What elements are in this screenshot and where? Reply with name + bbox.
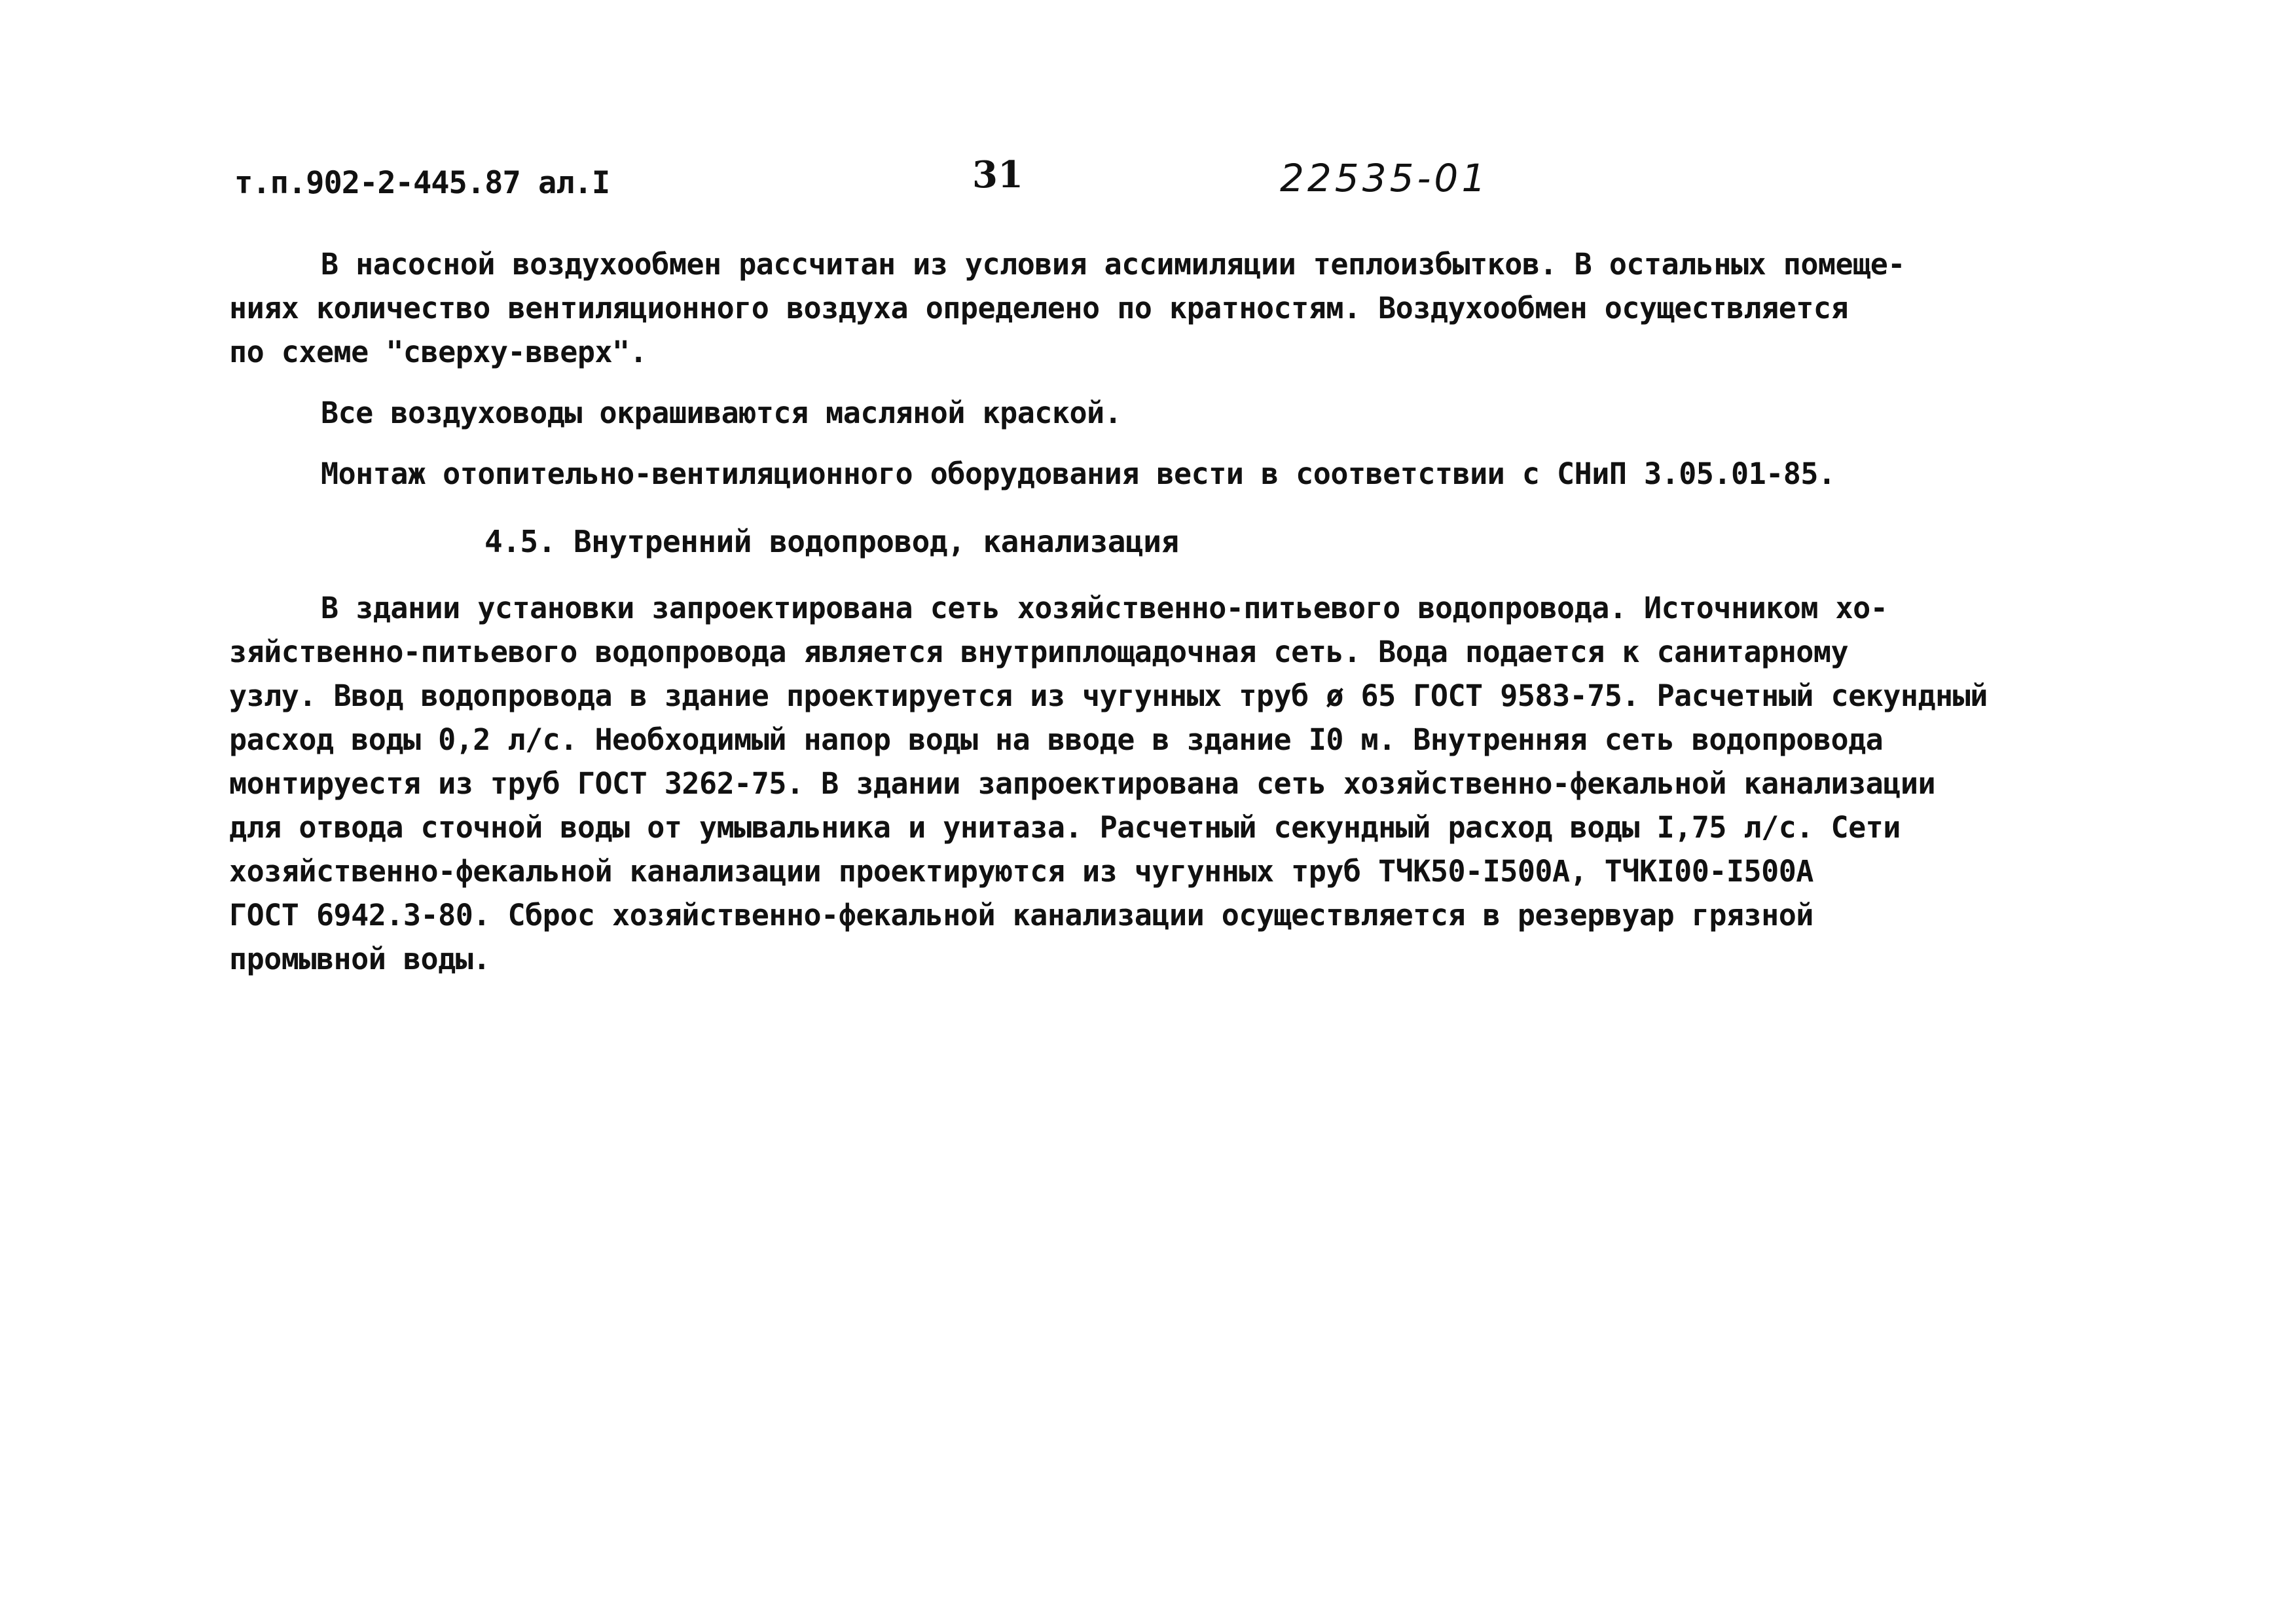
paragraph-line: ГОСТ 6942.3-80. Сброс хозяйственно-фекальной канализации осуществляется в резервуар грязной bbox=[229, 898, 1813, 932]
paragraph-line: В здании установки запроектирована сеть хозяйственно-питьевого водопровода. Источником хо- bbox=[321, 591, 1888, 625]
paragraph-line: расход воды 0,2 л/с. Необходимый напор воды на вводе в здание I0 м. Внутренняя сеть водопровода bbox=[229, 722, 1884, 757]
paragraph-line: промывной воды. bbox=[229, 942, 490, 976]
paragraph-line: узлу. Ввод водопровода в здание проектируется из чугунных труб ø 65 ГОСТ 9583-75. Расчетный секундный bbox=[229, 678, 1988, 713]
paragraph-line: монтируестя из труб ГОСТ 3262-75. В здании запроектирована сеть хозяйственно-фекальной канализации bbox=[229, 766, 1936, 801]
paragraph-line: Монтаж отопительно-вентиляционного оборудования вести в соответствии с СНиП 3.05.01-85. bbox=[321, 456, 1836, 491]
paragraph-line: хозяйственно-фекальной канализации проектируются из чугунных труб ТЧК50-I500А, ТЧКI00-I500А bbox=[229, 854, 1813, 889]
paragraph-ventilation bbox=[229, 242, 2088, 374]
paragraph-line: зяйственно-питьевого водопровода является внутриплощадочная сеть. Вода подается к санитарному bbox=[229, 635, 1849, 669]
paragraph-line: Все воздуховоды окрашиваются масляной краской. bbox=[321, 396, 1122, 430]
paragraph-ducts bbox=[229, 391, 2088, 435]
paragraph-line: для отвода сточной воды от умывальника и унитаза. Расчетный секундный расход воды I,75 л/с. Сети bbox=[229, 810, 1901, 845]
inventory-number: 22535-01 bbox=[1280, 156, 1489, 200]
page-number: 31 bbox=[972, 153, 1023, 196]
section-heading: 4.5. Внутренний водопровод, канализация bbox=[484, 524, 1179, 559]
paragraph-water-supply bbox=[229, 586, 2088, 981]
paragraph-line: ниях количество вентиляционного воздуха определено по кратностям. Воздухообмен осуществляется bbox=[229, 291, 1849, 325]
paragraph-installation bbox=[229, 452, 2088, 496]
paragraph-line: В насосной воздухообмен рассчитан из условия ассимиляции теплоизбытков. В остальных помеще- bbox=[321, 247, 1905, 282]
paragraph-line: по схеме "сверху-вверх". bbox=[229, 335, 647, 369]
document-code: т.п.902-2-445.87 ал.I bbox=[234, 165, 610, 201]
